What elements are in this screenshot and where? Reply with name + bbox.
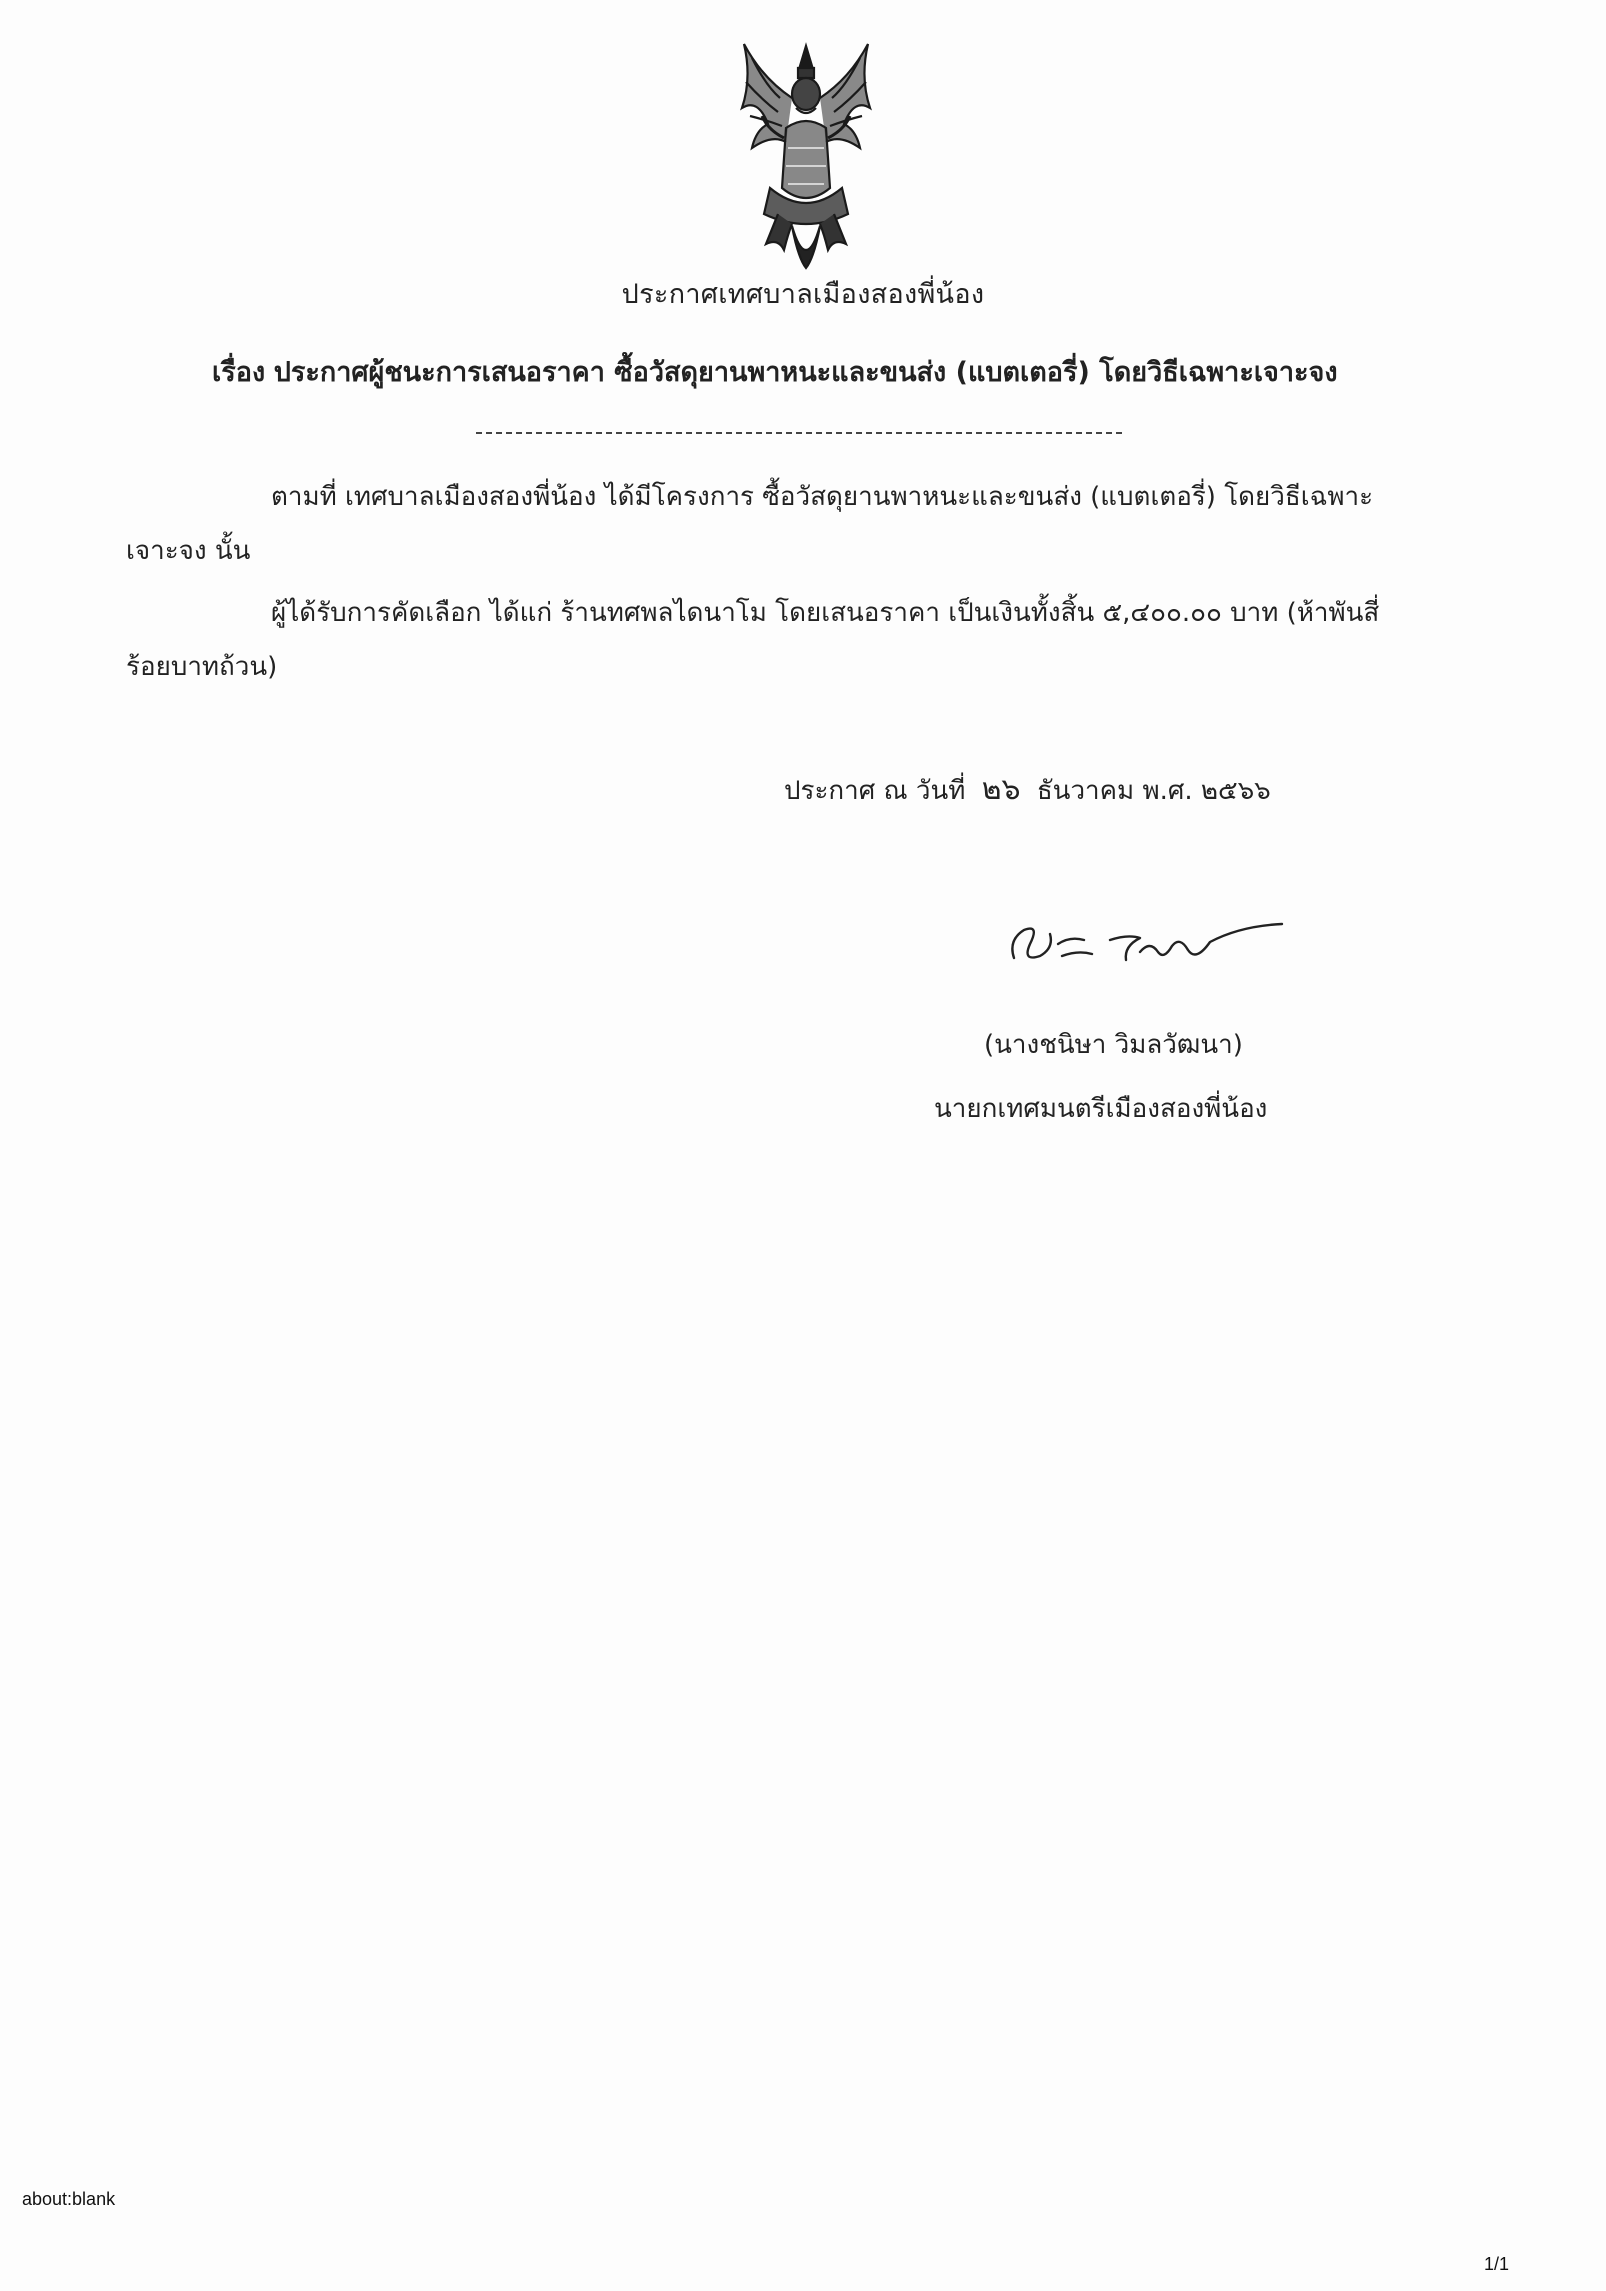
- paragraph-project: [126, 470, 1416, 578]
- paragraph-winner-text: ผู้ได้รับการคัดเลือก ได้แก่ ร้านทศพลไดนาโม โดยเสนอราคา เป็นเงินทั้งสิ้น ๕,๔๐๐.๐๐ บาท (ห้าพันสี่ร้อยบาทถ้วน): [126, 598, 1380, 682]
- handwritten-signature: [1000, 900, 1300, 980]
- date-prefix: ประกาศ ณ วันที่: [784, 776, 966, 806]
- subject-text: ประกาศผู้ชนะการเสนอราคา ซื้อวัสดุยานพาหนะและขนส่ง (แบตเตอรี่) โดยวิธีเฉพาะเจาะจง: [273, 357, 1338, 388]
- paragraph-project-text: ตามที่ เทศบาลเมืองสองพี่น้อง ได้มีโครงการ ซื้อวัสดุยานพาหนะและขนส่ง (แบตเตอรี่) โดยวิธีเฉพาะเจาะจง นั้น: [126, 482, 1374, 566]
- subject-line: [212, 350, 1338, 393]
- divider: [476, 432, 1122, 434]
- date-month-year: ธันวาคม พ.ศ. ๒๕๖๖: [1036, 776, 1271, 806]
- signer-name: (นางชนิษา วิมลวัฒนา): [984, 1030, 1243, 1060]
- garuda-emblem-icon: [722, 38, 890, 274]
- print-footer-url: about:blank: [22, 2189, 116, 2209]
- signer-title: นายกเทศมนตรีเมืองสองพี่น้อง: [934, 1094, 1268, 1124]
- date-day: ๒๖: [981, 772, 1021, 807]
- print-footer-page-number: 1/1: [1484, 2254, 1510, 2274]
- subject-label: เรื่อง: [212, 357, 266, 388]
- announcement-date: [784, 766, 1271, 813]
- paragraph-winner: [126, 586, 1416, 694]
- announcement-title: ประกาศเทศบาลเมืองสองพี่น้อง: [621, 279, 985, 310]
